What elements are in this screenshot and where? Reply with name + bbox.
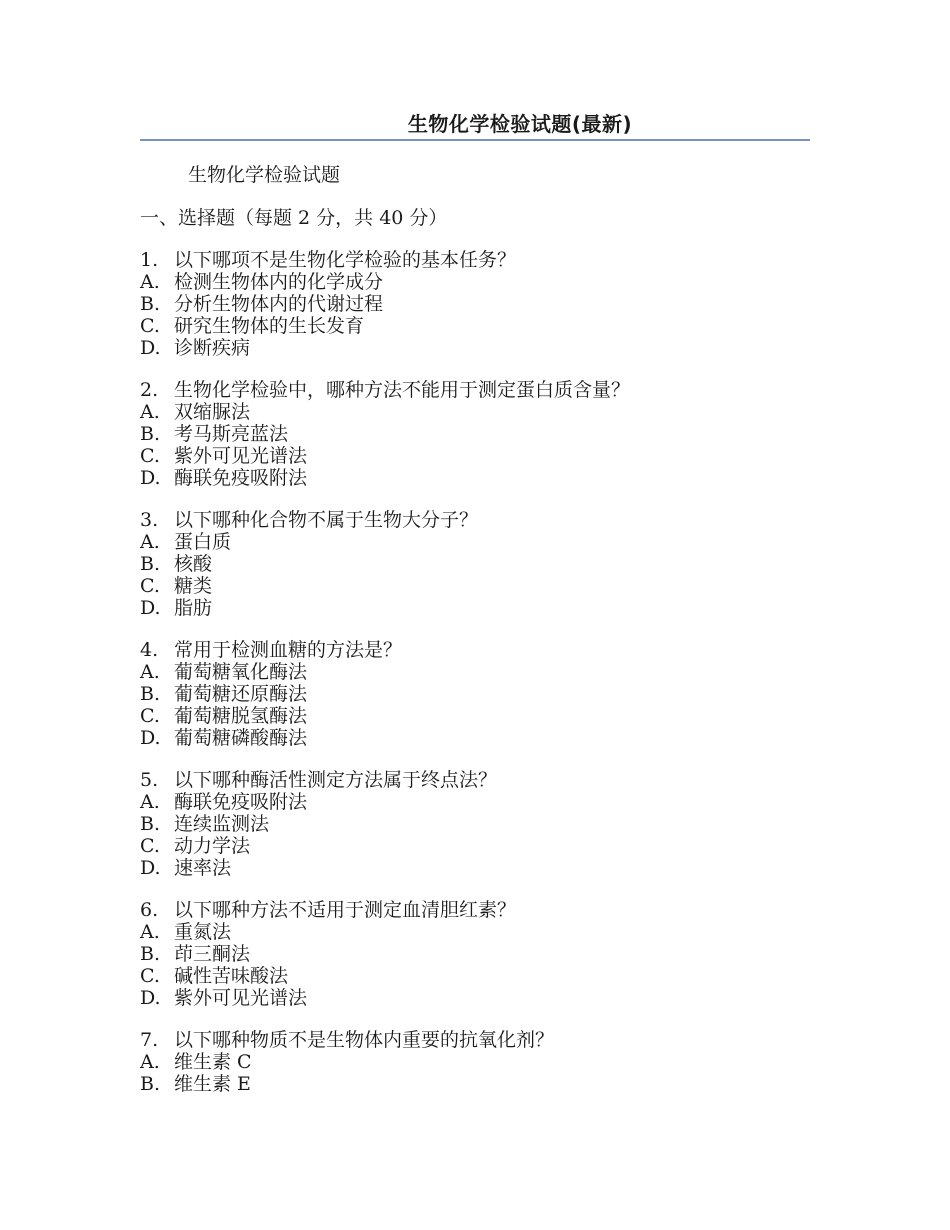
option-text: 考马斯亮蓝法	[174, 423, 289, 445]
option-letter: D.	[140, 597, 161, 619]
option-text: 分析生物体内的代谢过程	[174, 293, 384, 315]
option-text: 重氮法	[174, 921, 232, 943]
question-number: 6.	[140, 899, 159, 921]
option-d	[140, 857, 810, 879]
option-letter: A.	[140, 1051, 160, 1073]
question-number: 3.	[140, 509, 159, 531]
option-letter: C.	[140, 705, 160, 727]
question-5	[140, 769, 810, 879]
option-b	[140, 1073, 810, 1095]
option-text: 紫外可见光谱法	[174, 445, 308, 467]
option-c	[140, 965, 810, 987]
option-a	[140, 791, 810, 813]
option-d	[140, 727, 810, 749]
question-number: 4.	[140, 639, 159, 661]
option-a	[140, 401, 810, 423]
option-b	[140, 683, 810, 705]
option-letter: A.	[140, 531, 160, 553]
option-letter: D.	[140, 857, 161, 879]
option-text: 葡萄糖氧化酶法	[174, 661, 308, 683]
option-c	[140, 705, 810, 727]
option-b	[140, 293, 810, 315]
option-b	[140, 813, 810, 835]
option-a	[140, 271, 810, 293]
option-text: 紫外可见光谱法	[174, 987, 308, 1009]
option-letter: C.	[140, 575, 160, 597]
option-a	[140, 661, 810, 683]
option-text: 诊断疾病	[174, 337, 251, 359]
option-text: 研究生物体的生长发育	[174, 315, 365, 337]
question-text: 以下哪种化合物不属于生物大分子？	[174, 509, 479, 531]
option-text: 酶联免疫吸附法	[174, 467, 308, 489]
question-4	[140, 639, 810, 749]
option-text: 核酸	[174, 553, 213, 575]
option-letter: A.	[140, 661, 160, 683]
option-letter: B.	[140, 683, 161, 705]
option-text: 碱性苦味酸法	[174, 965, 289, 987]
question-2	[140, 379, 810, 489]
option-text: 连续监测法	[174, 813, 270, 835]
option-letter: D.	[140, 337, 161, 359]
option-letter: B.	[140, 813, 161, 835]
option-d	[140, 467, 810, 489]
question-text: 以下哪种酶活性测定方法属于终点法？	[174, 769, 498, 791]
option-text: 脂肪	[174, 597, 213, 619]
option-c	[140, 575, 810, 597]
option-letter: C.	[140, 315, 160, 337]
option-text: 维生素 C	[174, 1051, 252, 1073]
option-text: 维生素 E	[174, 1073, 251, 1095]
question-stem	[140, 899, 810, 921]
question-stem	[140, 509, 810, 531]
question-number: 2.	[140, 379, 159, 401]
option-text: 蛋白质	[174, 531, 232, 553]
question-1	[140, 249, 810, 359]
option-c	[140, 315, 810, 337]
option-letter: C.	[140, 965, 160, 987]
question-7	[140, 1029, 810, 1095]
option-letter: C.	[140, 445, 160, 467]
document-title: 生物化学检验试题(最新)	[407, 112, 633, 136]
question-number: 7.	[140, 1029, 159, 1051]
question-text: 生物化学检验中，哪种方法不能用于测定蛋白质含量？	[174, 379, 631, 401]
option-b	[140, 553, 810, 575]
option-text: 葡萄糖磷酸酶法	[174, 727, 308, 749]
question-stem	[140, 249, 810, 271]
option-text: 双缩脲法	[174, 401, 251, 423]
option-letter: B.	[140, 293, 161, 315]
option-a	[140, 1051, 810, 1073]
question-text: 以下哪种方法不适用于测定血清胆红素？	[174, 899, 517, 921]
question-stem	[140, 639, 810, 661]
question-text: 常用于检测血糖的方法是？	[174, 639, 403, 661]
option-c	[140, 445, 810, 467]
option-text: 茚三酮法	[174, 943, 251, 965]
option-a	[140, 531, 810, 553]
section-heading: 一、选择题（每题 2 分，共 40 分）	[140, 207, 448, 229]
title-divider	[140, 139, 810, 141]
option-d	[140, 337, 810, 359]
question-stem	[140, 1029, 810, 1051]
option-letter: A.	[140, 401, 160, 423]
option-b	[140, 423, 810, 445]
question-number: 5.	[140, 769, 159, 791]
option-d	[140, 987, 810, 1009]
option-d	[140, 597, 810, 619]
option-letter: B.	[140, 1073, 161, 1095]
option-text: 速率法	[174, 857, 232, 879]
option-letter: D.	[140, 467, 161, 489]
option-letter: D.	[140, 987, 161, 1009]
option-letter: D.	[140, 727, 161, 749]
option-letter: A.	[140, 271, 160, 293]
option-c	[140, 835, 810, 857]
question-text: 以下哪种物质不是生物体内重要的抗氧化剂？	[174, 1029, 555, 1051]
option-a	[140, 921, 810, 943]
option-text: 酶联免疫吸附法	[174, 791, 308, 813]
option-text: 葡萄糖脱氢酶法	[174, 705, 308, 727]
question-text: 以下哪项不是生物化学检验的基本任务？	[174, 249, 517, 271]
option-text: 糖类	[174, 575, 213, 597]
question-3	[140, 509, 810, 619]
option-letter: C.	[140, 835, 160, 857]
question-stem	[140, 769, 810, 791]
question-6	[140, 899, 810, 1009]
question-number: 1.	[140, 249, 159, 271]
question-stem	[140, 379, 810, 401]
document-subtitle: 生物化学检验试题	[188, 164, 341, 186]
option-letter: B.	[140, 423, 161, 445]
option-letter: B.	[140, 943, 161, 965]
option-text: 动力学法	[174, 835, 251, 857]
option-text: 葡萄糖还原酶法	[174, 683, 308, 705]
option-text: 检测生物体内的化学成分	[174, 271, 384, 293]
option-letter: B.	[140, 553, 161, 575]
option-b	[140, 943, 810, 965]
option-letter: A.	[140, 921, 160, 943]
question-list	[140, 249, 810, 1115]
option-letter: A.	[140, 791, 160, 813]
